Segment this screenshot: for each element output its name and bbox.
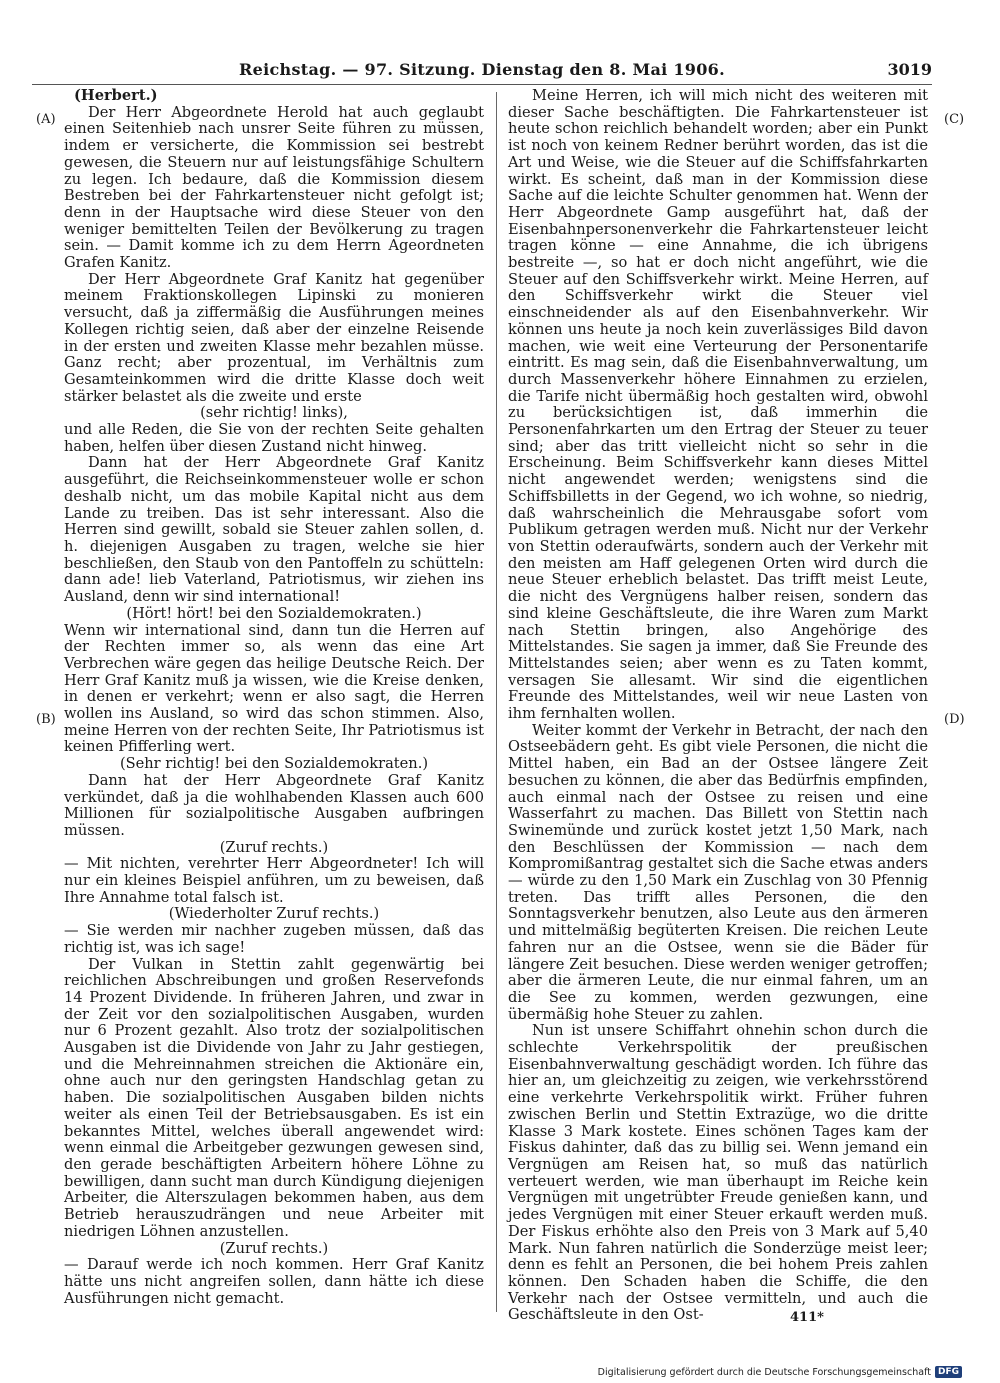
paragraph: Nun ist unsere Schiffahrt ohnehin schon durch die schlechte Verkehrspolitik der preußischen Eisenbahnverwaltung geschädigt worden. Ich führe das hier an, um gleichzeitig zu zeigen, wie verkehrsstörend eine verkehrte Verkehrspolitik wirkt. Früher fuhren zwischen Berlin und Stettin Extrazüge, wo die dritte Klasse 3 Mark kostete. Eines schönen Tages kam der Fiskus dahinter, daß das zu billig sei. Wenn jemand ein Vergnügen am Reisen hat, so muß das natürlich verteuert werden, wie man überhaupt im Reiche kein Vergnügen mit ungetrübter Freude genießen kann, und jedes Vergnügen mit einer Steuer erkauft werden muß. Der Fiskus erhöhte also den Preis von 3 Mark auf 5,40 Mark. Nun fahren natürlich die Sonderzüge meist leer; denn es fehlt an Personen, die bei hohem Preis zahlen können. Den Schaden haben die Schiffe, die den Verkehr nach der Ostsee vermitteln, und auch die Geschäftsleute in den Ost-: [508, 1022, 928, 1324]
paragraph: Der Vulkan in Stettin zahlt gegenwärtig bei reichlichen Abschreibungen und großen Reservefonds 14 Prozent Dividende. In früheren Jahren, und zwar in der Zeit vor den sozialpolitischen Ausgaben, wurden nur 6 Prozent gezahlt. Also trotz der sozialpolitischen Ausgaben ist die Dividende von Jahr zu Jahr gestiegen, und die Mehreinnahmen streichen die Aktionäre ein, ohne auch nur den geringsten Handschlag getan zu haben. Die sozialpolitischen Ausgaben bilden nichts weiter als einen Teil der Betriebsausgaben. Es ist ein bekanntes Mittel, welches überall angewendet wird: wenn einmal die Arbeitgeber gezwungen gewesen sind, den gerade beschäftigten Arbeitern höhere Löhne zu bewilligen, dann sucht man durch Kündigung diejenigen Arbeiter, die Alterszulagen bekommen haben, aus dem Betrieb herauszudrängen und neue Arbeiter mit niedrigen Löhnen anzustellen.: [64, 955, 484, 1240]
right-column: [508, 88, 928, 1324]
column-divider: [496, 92, 497, 1312]
paragraph: Der Herr Abgeordnete Herold hat auch geglaubt einen Seitenhieb nach unsrer Seite führen zu müssen, indem er versicherte, die Kommission sei bestrebt gewesen, die Steuern nur auf leistungsfähige Schultern zu legen. Ich bedaure, daß die Kommission diesem Bestreben bei der Fahrkartensteuer nicht gefolgt ist; denn in der Hauptsache wird diese Steuer von den weniger bemittelten Teilen der Bevölkerung zu tragen sein. — Damit komme ich zu dem Herrn Ageordneten Grafen Kanitz.: [64, 103, 484, 272]
digitization-credit: [598, 1366, 962, 1378]
interjection: (Zuruf rechts.): [219, 1239, 329, 1257]
margin-marker-d: (D): [944, 712, 965, 727]
paragraph: und alle Reden, die Sie von der rechten Seite gehalten haben, helfen über diesen Zustand nicht hinweg.: [64, 421, 484, 455]
margin-marker-a: (A): [36, 112, 56, 127]
paragraph: — Darauf werde ich noch kommen. Herr Graf Kanitz hätte uns nicht angreifen sollen, dann hätte ich diese Ausführungen nicht gemacht.: [64, 1256, 484, 1307]
paragraph: Wenn wir international sind, dann tun die Herren auf der Rechten immer so, als wenn das eine Art Verbrechen wäre gegen das heilige Deutsche Reich. Der Herr Graf Kanitz muß ja wissen, wie die Kreise denken, in denen er verkehrt; wenn er also sagt, die Herren wollen ins Ausland, so wird das schon stimmen. Also, meine Herren von der rechten Seite, Ihr Patriotismus ist keinen Pfifferling wert.: [64, 621, 484, 756]
paragraph: Der Herr Abgeordnete Graf Kanitz hat gegenüber meinem Fraktionskollegen Lipinski zu monieren versucht, daß ja ziffermäßig die Ausführungen meines Kollegen richtig seien, daß aber der einzelne Reisende in der ersten und zweiten Klasse mehr bezahlen müsse. Ganz recht; aber prozentual, im Verhältnis zum Gesamteinkommen wird die dritte Klasse doch weit stärker belastet als die zweite und erste: [64, 270, 484, 405]
paragraph: Weiter kommt der Verkehr in Betracht, der nach den Ostseebädern geht. Es gibt viele Personen, die nicht die Mittel haben, ein Bad an der Ostsee längere Zeit besuchen zu können, die aber das Bedürfnis empfinden, auch einmal nach der Ostsee zu reisen und eine Wasserfahrt zu machen. Das Billett von Stettin nach Swinemünde und zurück kostet jetzt 1,50 Mark, nach den Beschlüssen der Kommission — nach dem Kompromißantrag gestaltet sich die Sache etwas anders — würde zu den 1,50 Mark ein Zuschlag von 30 Pfennig treten. Das trifft alles Personen, die den Sonntagsverkehr benutzen, also Leute aus den ärmeren und mittelmäßig begüterten Kreisen. Die reichen Leute fahren nur an die Ostsee, wenn sie die Bäder für längere Zeit besuchen. Diese werden weniger getroffen; aber die ärmeren Leute, die nur einmal fahren, um an die See zu kommen, werden gezwungen, eine übermäßig hohe Steuer zu zahlen.: [508, 721, 928, 1023]
paragraph: — Sie werden mir nachher zugeben müssen, daß das richtig ist, was ich sage!: [64, 922, 484, 956]
paragraph: — Mit nichten, verehrter Herr Abgeordneter! Ich will nur ein kleines Beispiel anführen, um zu beweisen, daß Ihre Annahme total falsch ist.: [64, 855, 484, 906]
interjection: (Sehr richtig! bei den Sozialdemokraten.): [119, 755, 429, 773]
margin-marker-c: (C): [944, 112, 965, 127]
credit-text: Digitalisierung gefördert durch die Deutsche Forschungsgemeinschaft: [597, 1366, 931, 1378]
speaker-name: (Herbert.): [74, 87, 158, 104]
dfg-logo: DFG: [935, 1366, 962, 1378]
interjection: (sehr richtig! links),: [200, 404, 348, 422]
running-header: [32, 58, 932, 82]
paragraph: Dann hat der Herr Abgeordnete Graf Kanitz verkündet, daß ja die wohlhabenden Klassen auch 600 Millionen für sozialpolitische Ausgaben aufbringen müssen.: [64, 771, 484, 839]
running-title: Reichstag. — 97. Sitzung. Dienstag den 8. Mai 1906.: [239, 60, 725, 79]
interjection: (Zuruf rechts.): [219, 838, 329, 856]
paragraph: Dann hat der Herr Abgeordnete Graf Kanitz ausgeführt, die Reichseinkommensteuer wolle er schon deshalb nicht, um das mobile Kapital nicht aus dem Lande zu treiben. Das ist sehr interessant. Also die Herren sind gewillt, sobald sie Steuer zahlen sollen, d. h. diejenigen Ausgaben zu tragen, welche sie hier beschließen, den Staub von den Pantoffeln zu schütteln: dann ade! lieb Vaterland, Patriotismus, wir ziehen ins Ausland, denn wir sind international!: [64, 454, 484, 606]
interjection: (Wiederholter Zuruf rechts.): [168, 905, 380, 923]
left-column: [64, 88, 484, 1307]
header-rule: [32, 84, 932, 85]
page-number: 3019: [887, 60, 932, 79]
margin-marker-b: (B): [36, 712, 56, 727]
signature-mark: 411*: [790, 1310, 824, 1325]
paragraph: Meine Herren, ich will mich nicht des weiteren mit dieser Sache beschäftigten. Die Fahrkartensteuer ist heute schon reichlich behandelt worden; aber ein Punkt ist noch von keinem Redner berührt worden, das ist die Art und Weise, wie die Steuer auf die Schiffsfahrkarten wirkt. Es scheint, daß man in der Kommission diese Sache auf die leichte Schulter genommen hat. Wenn der Herr Abgeordnete Gamp ausgeführt hat, daß der Eisenbahnpersonenverkehr die Fahrkartensteuer leicht tragen könne — eine Annahme, die ich übrigens bestreite —, so hat er doch nicht angeführt, wie die Steuer auf den Schiffsverkehr wirkt. Meine Herren, auf den Schiffsverkehr wirkt die Steuer viel einschneidender als auf den Eisenbahnverkehr. Wir können uns heute ja noch kein zuverlässiges Bild davon machen, wie weit eine Verteurung der Personentarife eintritt. Es mag sein, daß die Eisenbahnverwaltung, um durch Massenverkehr höhere Einnahmen zu erzielen, die Tarife nicht übermäßig hoch gestalten wird, obwohl zu berücksichtigen ist, daß immerhin die Personenfahrkarten um den Ertrag der Steuer zu teuer sind; aber das tritt vielleicht nicht so sehr in die Erscheinung. Beim Schiffsverkehr kann dieses Mittel nicht angewendet werden; wenigstens sind die Schiffsbilletts in der Gegend, wo ich wohne, so niedrig, daß wahrscheinlich die Mehrausgabe sofort vom Publikum getragen werden muß. Nicht nur der Verkehr von Stettin oderaufwärts, sondern auch der Verkehr mit den meisten am Haff gelegenen Orten wird durch die neue Steuer erheblich belastet. Das trifft meist Leute, die nicht des Vergnügens halber reisen, sondern das sind kleine Geschäftsleute, die ihre Waren zum Markt nach Stettin bringen, also Angehörige des Mittelstandes. Sie sagen ja immer, daß Sie Freunde des Mittelstandes seien; aber wenn es zu Taten kommt, versagen Sie allesamt. Wir sind die eigentlichen Freunde des Mittelstandes, weil wir neue Lasten von ihm fernhalten wollen.: [508, 87, 928, 723]
interjection: (Hört! hört! bei den Sozialdemokraten.): [126, 604, 422, 622]
